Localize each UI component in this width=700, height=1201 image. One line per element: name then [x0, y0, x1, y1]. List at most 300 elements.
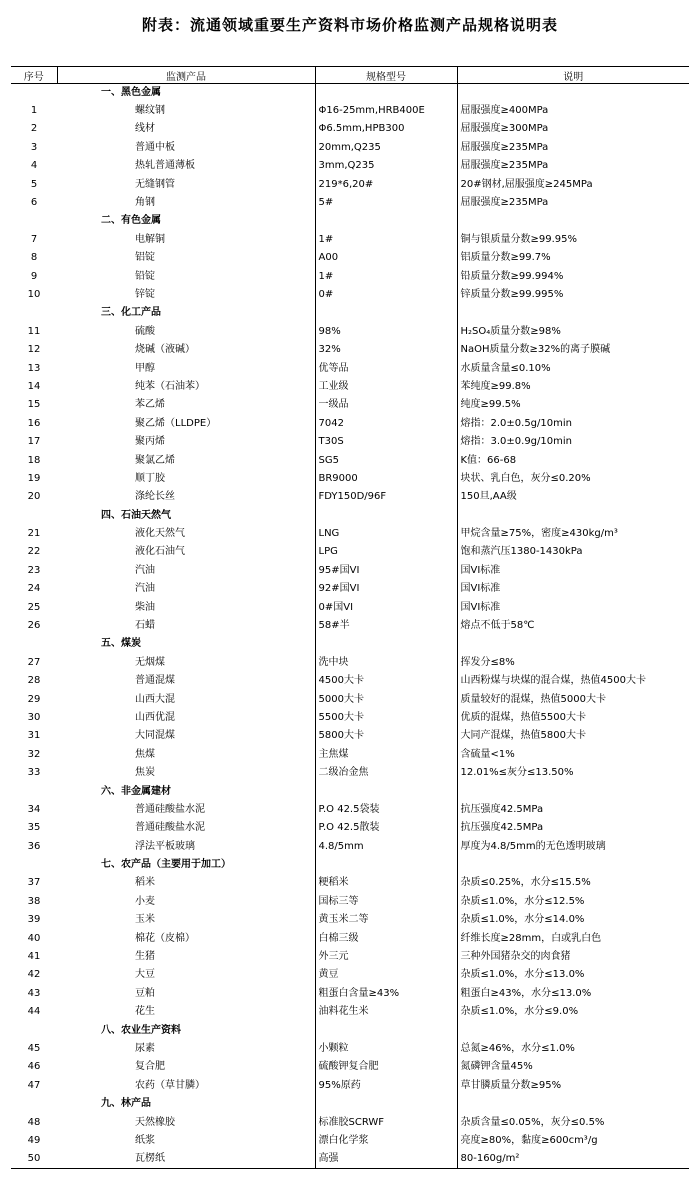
- spec-model: 黄豆: [315, 966, 457, 984]
- spec-model: 1#: [315, 231, 457, 249]
- product-name: 无缝钢管: [135, 178, 175, 190]
- description: 块状、乳白色，灰分≤0.20%: [457, 470, 689, 488]
- description: 抗压强度42.5MPa: [457, 819, 689, 837]
- table-row: [11, 801, 689, 819]
- section-num-cell: [11, 635, 57, 653]
- section-row: [11, 84, 689, 102]
- product-name: 普通硅酸盐水泥: [135, 822, 205, 834]
- spec-model: 3mm,Q235: [315, 157, 457, 175]
- spec-model: 漂白化学浆: [315, 1132, 457, 1150]
- spec-model: P.O 42.5散装: [315, 819, 457, 837]
- row-number: 38: [27, 895, 41, 907]
- table-row: [11, 525, 689, 543]
- spec-model: 工业级: [315, 378, 457, 396]
- description: 纤维长度≥28mm，白或乳白色: [457, 929, 689, 947]
- spec-model: Φ6.5mm,HPB300: [315, 120, 457, 138]
- row-number: 13: [27, 362, 41, 374]
- spec-model: A00: [315, 249, 457, 267]
- table-row: [11, 1077, 689, 1095]
- product-name: 普通混煤: [135, 675, 175, 687]
- row-number: 22: [27, 546, 41, 558]
- description: 亮度≥80%，黏度≥600cm³/g: [457, 1132, 689, 1150]
- table-row: [11, 562, 689, 580]
- section-num-cell: [11, 212, 57, 230]
- section-row: [11, 1021, 689, 1039]
- spec-model: 4500大卡: [315, 672, 457, 690]
- product-name: 大豆: [135, 969, 155, 981]
- description: 80-160g/m²: [457, 1150, 689, 1168]
- description: 饱和蒸汽压1380-1430kPa: [457, 543, 689, 561]
- spec-model: 32%: [315, 341, 457, 359]
- spec-model: BR9000: [315, 470, 457, 488]
- description: 杂质≤1.0%，水分≤13.0%: [457, 966, 689, 984]
- product-name: 浮法平板玻璃: [135, 840, 195, 852]
- section-title: 一、黑色金属: [101, 86, 161, 98]
- product-name: 烧碱（液碱）: [135, 344, 195, 356]
- section-spec-cell: [315, 782, 457, 800]
- table-row: [11, 120, 689, 138]
- header-desc: 说明: [457, 67, 689, 84]
- row-number: 29: [27, 693, 41, 705]
- row-number: 36: [27, 840, 41, 852]
- description: 挥发分≤8%: [457, 654, 689, 672]
- product-name: 电解铜: [135, 233, 165, 245]
- row-number: 1: [30, 105, 38, 117]
- section-row: [11, 212, 689, 230]
- description: 甲烷含量≥75%，密度≥430kg/m³: [457, 525, 689, 543]
- table-row: [11, 617, 689, 635]
- table-row: [11, 488, 689, 506]
- row-number: 32: [27, 748, 41, 760]
- description: 杂质含量≤0.05%，灰分≤0.5%: [457, 1113, 689, 1131]
- section-row: [11, 856, 689, 874]
- row-number: 17: [27, 436, 41, 448]
- spec-model: 主焦煤: [315, 746, 457, 764]
- product-name: 焦炭: [135, 767, 155, 779]
- description: 总氮≥46%，水分≤1.0%: [457, 1040, 689, 1058]
- product-name: 纯苯（石油苯）: [135, 380, 205, 392]
- product-name: 聚丙烯: [135, 436, 165, 448]
- row-number: 9: [30, 270, 38, 282]
- table-row: [11, 948, 689, 966]
- product-name: 无烟煤: [135, 656, 165, 668]
- section-title: 四、石油天然气: [101, 509, 171, 521]
- product-name: 涤纶长丝: [135, 491, 175, 503]
- row-number: 28: [27, 675, 41, 687]
- product-name: 柴油: [135, 601, 155, 613]
- section-title: 九、林产品: [101, 1098, 151, 1110]
- table-row: [11, 286, 689, 304]
- table-row: [11, 580, 689, 598]
- section-num-cell: [11, 856, 57, 874]
- row-number: 27: [27, 656, 41, 668]
- product-name: 锌锭: [135, 288, 155, 300]
- header-spec: 规格型号: [315, 67, 457, 84]
- row-number: 37: [27, 877, 41, 889]
- spec-model: 国标三等: [315, 893, 457, 911]
- section-title: 三、化工产品: [101, 307, 161, 319]
- row-number: 41: [27, 951, 41, 963]
- spec-model: 优等品: [315, 359, 457, 377]
- product-name: 花生: [135, 1006, 155, 1018]
- product-name: 焦煤: [135, 748, 155, 760]
- spec-model: LPG: [315, 543, 457, 561]
- product-name: 普通中板: [135, 141, 175, 153]
- row-number: 42: [27, 969, 41, 981]
- row-number: 12: [27, 344, 41, 356]
- table-row: [11, 709, 689, 727]
- document-title: 附表：流通领域重要生产资料市场价格监测产品规格说明表: [141, 16, 558, 34]
- table-row: [11, 175, 689, 193]
- product-name: 尿素: [135, 1043, 155, 1054]
- row-number: 26: [27, 620, 41, 632]
- row-number: 15: [27, 399, 41, 411]
- row-number: 47: [27, 1079, 41, 1091]
- table-row: [11, 359, 689, 377]
- spec-model: Φ16-25mm,HRB400E: [315, 102, 457, 120]
- row-number: 10: [27, 288, 41, 300]
- row-number: 7: [30, 233, 38, 245]
- table-row: [11, 1113, 689, 1131]
- table-row: [11, 966, 689, 984]
- product-name: 螺纹钢: [135, 105, 165, 117]
- description: 国VI标准: [457, 562, 689, 580]
- section-desc-cell: [457, 635, 689, 653]
- section-spec-cell: [315, 1021, 457, 1039]
- table-row: [11, 378, 689, 396]
- section-title: 七、农产品（主要用于加工）: [101, 859, 231, 871]
- row-number: 46: [27, 1061, 41, 1073]
- table-row: [11, 267, 689, 285]
- section-row: [11, 782, 689, 800]
- row-number: 48: [27, 1116, 41, 1128]
- row-number: 11: [27, 325, 41, 337]
- table-row: [11, 157, 689, 175]
- table-row: [11, 746, 689, 764]
- spec-model: SG5: [315, 451, 457, 469]
- spec-model: 洗中块: [315, 654, 457, 672]
- table-row: [11, 249, 689, 267]
- row-number: 3: [30, 141, 38, 153]
- section-desc-cell: [457, 304, 689, 322]
- description: 草甘膦质量分数≥95%: [457, 1077, 689, 1095]
- product-name: 硫酸: [135, 325, 155, 337]
- product-name: 顺丁胶: [135, 472, 165, 484]
- section-desc-cell: [457, 212, 689, 230]
- description: 三种外国猪杂交的肉食猪: [457, 948, 689, 966]
- table-row: [11, 1003, 689, 1021]
- product-name: 热轧普通薄板: [135, 160, 195, 172]
- spec-model: 硫酸钾复合肥: [315, 1058, 457, 1076]
- description: 大同产混煤，热值5800大卡: [457, 727, 689, 745]
- spec-model: 98%: [315, 323, 457, 341]
- description: 屈服强度≥300MPa: [457, 120, 689, 138]
- row-number: 35: [27, 822, 41, 834]
- description: 铅质量分数≥99.994%: [457, 267, 689, 285]
- section-spec-cell: [315, 506, 457, 524]
- description: 杂质≤1.0%，水分≤14.0%: [457, 911, 689, 929]
- spec-model: 58#半: [315, 617, 457, 635]
- table-row: [11, 893, 689, 911]
- row-number: 34: [27, 803, 41, 815]
- table-row: [11, 543, 689, 561]
- row-number: 23: [27, 564, 41, 576]
- description: 厚度为4.8/5mm的无色透明玻璃: [457, 838, 689, 856]
- spec-model: 黄玉米二等: [315, 911, 457, 929]
- section-title: 五、煤炭: [101, 638, 141, 650]
- header-no: 序号: [11, 67, 57, 84]
- product-name: 苯乙烯: [135, 399, 165, 411]
- description: 屈服强度≥235MPa: [457, 139, 689, 157]
- row-number: 33: [27, 767, 41, 779]
- table-row: [11, 838, 689, 856]
- section-desc-cell: [457, 84, 689, 102]
- table-row: [11, 654, 689, 672]
- spec-model: 5500大卡: [315, 709, 457, 727]
- row-number: 16: [27, 417, 41, 429]
- row-number: 4: [30, 160, 38, 172]
- row-number: 40: [27, 932, 41, 944]
- spec-model: P.O 42.5袋装: [315, 801, 457, 819]
- spec-model: 219*6,20#: [315, 175, 457, 193]
- section-num-cell: [11, 84, 57, 102]
- description: 屈服强度≥400MPa: [457, 102, 689, 120]
- section-row: [11, 1095, 689, 1113]
- table-row: [11, 985, 689, 1003]
- description: 优质的混煤，热值5500大卡: [457, 709, 689, 727]
- description: 熔点不低于58℃: [457, 617, 689, 635]
- table-row: [11, 415, 689, 433]
- section-spec-cell: [315, 304, 457, 322]
- section-desc-cell: [457, 782, 689, 800]
- section-title: 六、非金属建材: [101, 785, 171, 797]
- spec-model: 小颗粒: [315, 1040, 457, 1058]
- description: 国VI标准: [457, 580, 689, 598]
- description: H₂SO₄质量分数≥98%: [457, 323, 689, 341]
- description: 150旦,AA级: [457, 488, 689, 506]
- product-name: 液化天然气: [135, 528, 185, 540]
- spec-model: LNG: [315, 525, 457, 543]
- description: 20#钢材,屈服强度≥245MPa: [457, 175, 689, 193]
- section-spec-cell: [315, 856, 457, 874]
- table-row: [11, 396, 689, 414]
- table-row: [11, 1058, 689, 1076]
- table-row: [11, 672, 689, 690]
- row-number: 24: [27, 583, 41, 595]
- section-title: 二、有色金属: [101, 215, 161, 227]
- spec-model: 95%原药: [315, 1077, 457, 1095]
- product-name: 稻米: [135, 877, 155, 889]
- description: 杂质≤1.0%，水分≤9.0%: [457, 1003, 689, 1021]
- spec-model: 一级品: [315, 396, 457, 414]
- section-spec-cell: [315, 84, 457, 102]
- description: 苯纯度≥99.8%: [457, 378, 689, 396]
- row-number: 25: [27, 601, 41, 613]
- description: 12.01%≤灰分≤13.50%: [457, 764, 689, 782]
- description: 铜与银质量分数≥99.95%: [457, 231, 689, 249]
- product-name: 豆粕: [135, 987, 155, 999]
- table-row: [11, 727, 689, 745]
- table-row: [11, 1150, 689, 1168]
- row-number: 14: [27, 380, 41, 392]
- table-row: [11, 690, 689, 708]
- product-name: 石蜡: [135, 620, 155, 632]
- table-row: [11, 194, 689, 212]
- spec-model: 标准胶SCRWF: [315, 1113, 457, 1131]
- spec-model: 5000大卡: [315, 690, 457, 708]
- row-number: 45: [27, 1043, 41, 1054]
- product-name: 农药（草甘膦）: [135, 1079, 205, 1091]
- description: NaOH质量分数≥32%的离子膜碱: [457, 341, 689, 359]
- product-name: 玉米: [135, 914, 155, 926]
- product-name: 甲醇: [135, 362, 155, 374]
- product-name: 液化石油气: [135, 546, 185, 558]
- section-title: 八、农业生产资料: [101, 1024, 181, 1036]
- table-row: [11, 433, 689, 451]
- section-num-cell: [11, 304, 57, 322]
- section-desc-cell: [457, 856, 689, 874]
- description: 山西粉煤与块煤的混合煤，热值4500大卡: [457, 672, 689, 690]
- description: 屈服强度≥235MPa: [457, 194, 689, 212]
- section-desc-cell: [457, 506, 689, 524]
- product-name: 复合肥: [135, 1061, 165, 1073]
- description: 熔指：3.0±0.9g/10min: [457, 433, 689, 451]
- section-desc-cell: [457, 1095, 689, 1113]
- product-name: 聚氯乙烯: [135, 454, 175, 466]
- description: 氮磷钾含量45%: [457, 1058, 689, 1076]
- row-number: 50: [11, 1150, 57, 1168]
- product-name: 瓦楞纸: [57, 1150, 315, 1168]
- spec-model: 5#: [315, 194, 457, 212]
- description: 质量较好的混煤，热值5000大卡: [457, 690, 689, 708]
- spec-model: 20mm,Q235: [315, 139, 457, 157]
- row-number: 6: [30, 197, 38, 209]
- table-row: [11, 598, 689, 616]
- description: 抗压强度42.5MPa: [457, 801, 689, 819]
- spec-model: 1#: [315, 267, 457, 285]
- table-row: [11, 451, 689, 469]
- description: 纯度≥99.5%: [457, 396, 689, 414]
- table-row: [11, 139, 689, 157]
- row-number: 18: [27, 454, 41, 466]
- product-name: 铝锭: [135, 252, 155, 264]
- table-row: [11, 102, 689, 120]
- row-number: 43: [27, 987, 41, 999]
- product-name: 聚乙烯（LLDPE）: [135, 417, 217, 429]
- product-name: 铅锭: [135, 270, 155, 282]
- section-num-cell: [11, 782, 57, 800]
- table-header-row: [11, 67, 689, 84]
- row-number: 8: [30, 252, 38, 264]
- description: K值：66-68: [457, 451, 689, 469]
- spec-model: 92#国VI: [315, 580, 457, 598]
- table-row: [11, 764, 689, 782]
- table-row: [11, 1040, 689, 1058]
- section-desc-cell: [457, 1021, 689, 1039]
- row-number: 30: [27, 711, 41, 723]
- product-name: 汽油: [135, 564, 155, 576]
- spec-model: 油料花生米: [315, 1003, 457, 1021]
- table-row: [11, 819, 689, 837]
- table-row: [11, 341, 689, 359]
- product-name: 纸浆: [135, 1134, 155, 1146]
- row-number: 31: [27, 730, 41, 742]
- row-number: 19: [27, 472, 41, 484]
- table-row: [11, 929, 689, 947]
- section-spec-cell: [315, 635, 457, 653]
- description: 水质量含量≤0.10%: [457, 359, 689, 377]
- spec-model: 粳稻米: [315, 874, 457, 892]
- product-name: 角钢: [135, 197, 155, 209]
- spec-model: 4.8/5mm: [315, 838, 457, 856]
- description: 粗蛋白≥43%，水分≤13.0%: [457, 985, 689, 1003]
- row-number: 20: [27, 491, 41, 503]
- product-name: 大同混煤: [135, 730, 175, 742]
- table-row: [11, 323, 689, 341]
- description: 杂质≤0.25%，水分≤15.5%: [457, 874, 689, 892]
- product-name: 山西优混: [135, 711, 175, 723]
- section-num-cell: [11, 506, 57, 524]
- description: 杂质≤1.0%，水分≤12.5%: [457, 893, 689, 911]
- row-number: 49: [27, 1134, 41, 1146]
- spec-model: 粗蛋白含量≥43%: [315, 985, 457, 1003]
- description: 铝质量分数≥99.7%: [457, 249, 689, 267]
- section-spec-cell: [315, 212, 457, 230]
- table-row: [11, 911, 689, 929]
- row-number: 2: [30, 123, 38, 135]
- section-spec-cell: [315, 1095, 457, 1113]
- description: 国VI标准: [457, 598, 689, 616]
- section-num-cell: [11, 1095, 57, 1113]
- section-row: [11, 635, 689, 653]
- product-name: 生猪: [135, 951, 155, 963]
- product-name: 汽油: [135, 583, 155, 595]
- table-body: [11, 84, 689, 1169]
- row-number: 21: [27, 528, 41, 540]
- table-row: [11, 874, 689, 892]
- spec-model: 7042: [315, 415, 457, 433]
- spec-model: FDY150D/96F: [315, 488, 457, 506]
- description: 含硫量<1%: [457, 746, 689, 764]
- spec-model: 95#国VI: [315, 562, 457, 580]
- spec-model: 高强: [315, 1150, 457, 1168]
- product-name: 山西大混: [135, 693, 175, 705]
- table-row: [11, 1132, 689, 1150]
- row-number: 39: [27, 914, 41, 926]
- spec-table: [11, 66, 689, 1169]
- table-row: [11, 231, 689, 249]
- header-product: 监测产品: [57, 67, 315, 84]
- spec-model: 0#国VI: [315, 598, 457, 616]
- description: 屈服强度≥235MPa: [457, 157, 689, 175]
- section-num-cell: [11, 1021, 57, 1039]
- description: 锌质量分数≥99.995%: [457, 286, 689, 304]
- product-name: 棉花（皮棉）: [135, 932, 195, 944]
- spec-model: 外三元: [315, 948, 457, 966]
- product-name: 线材: [135, 123, 155, 135]
- spec-model: 0#: [315, 286, 457, 304]
- spec-model: T30S: [315, 433, 457, 451]
- section-row: [11, 304, 689, 322]
- table-row: [11, 470, 689, 488]
- spec-model: 二级冶金焦: [315, 764, 457, 782]
- product-name: 普通硅酸盐水泥: [135, 803, 205, 815]
- product-name: 小麦: [135, 895, 155, 907]
- row-number: 44: [27, 1006, 41, 1018]
- row-number: 5: [30, 178, 38, 190]
- spec-model: 5800大卡: [315, 727, 457, 745]
- product-name: 天然橡胶: [135, 1116, 175, 1128]
